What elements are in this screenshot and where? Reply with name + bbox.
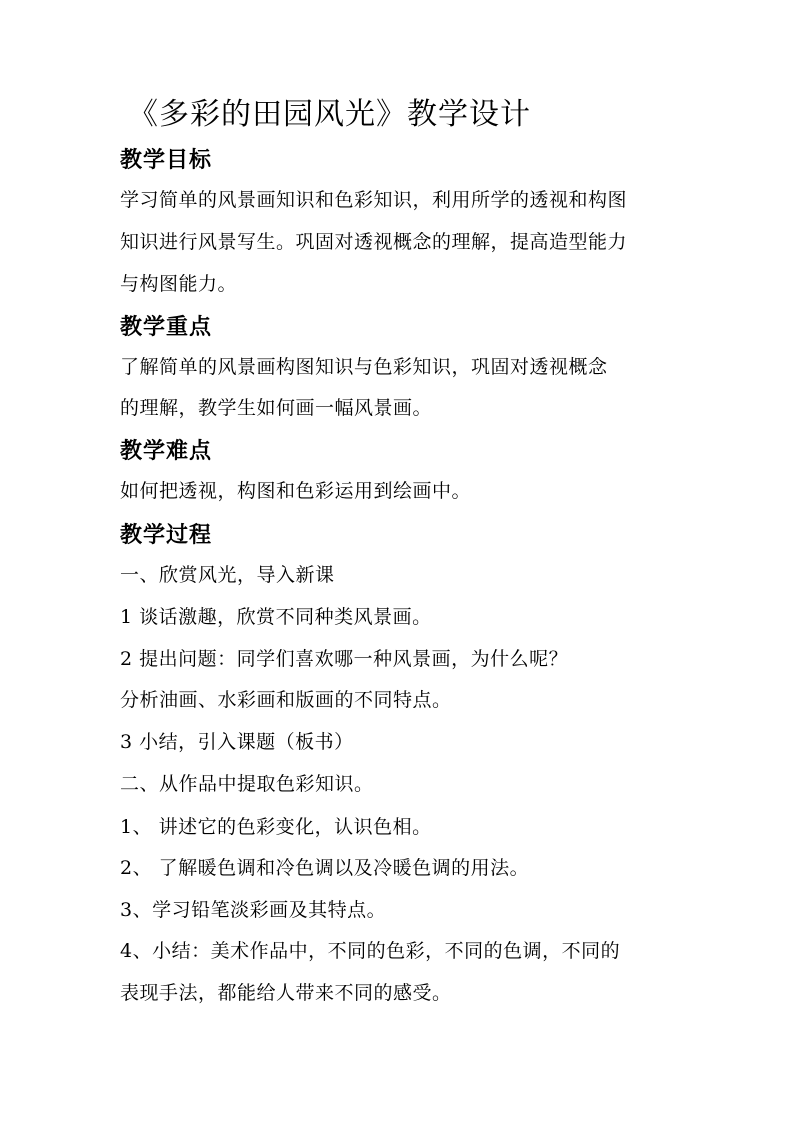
objectives-line-2: 知识进行风景写生。巩固对透视概念的理解，提高造型能力 [120,231,628,253]
heading-objectives: 教学目标 [120,147,213,173]
key-points-line-2: 的理解，教学生如何画一幅风景画。 [120,397,433,419]
difficulties-line-1: 如何把透视，构图和色彩运用到绘画中。 [120,480,472,502]
heading-difficulties: 教学难点 [120,438,213,464]
process-line-8: 2、 了解暖色调和冷色调以及冷暖色调的用法。 [120,857,530,879]
objectives-line-1: 学习简单的风景画知识和色彩知识，利用所学的透视和构图 [120,189,628,211]
process-line-5: 3 小结，引入课题（板书） [120,731,354,753]
process-line-2: 1 谈话激趣，欣赏不同种类风景画。 [120,606,432,628]
key-points-line-1: 了解简单的风景画构图知识与色彩知识，巩固对透视概念 [120,356,608,378]
process-line-6: 二、从作品中提取色彩知识。 [120,773,374,795]
process-line-9: 3、学习铅笔淡彩画及其特点。 [120,899,387,921]
process-line-4: 分析油画、水彩画和版画的不同特点。 [120,689,452,711]
process-line-7: 1、 讲述它的色彩变化，认识色相。 [120,816,432,838]
heading-process: 教学过程 [120,522,213,548]
process-line-10: 4、小结：美术作品中，不同的色彩，不同的色调，不同的 [120,940,621,962]
objectives-line-3: 与构图能力。 [120,273,238,295]
process-line-1: 一、欣赏风光，导入新课 [120,564,335,586]
process-line-3: 2 提出问题：同学们喜欢哪一种风景画，为什么呢？ [120,648,569,670]
heading-key-points: 教学重点 [120,314,213,340]
document-title: 《多彩的田园风光》教学设计 [128,97,531,132]
process-line-11: 表现手法，都能给人带来不同的感受。 [120,982,452,1004]
